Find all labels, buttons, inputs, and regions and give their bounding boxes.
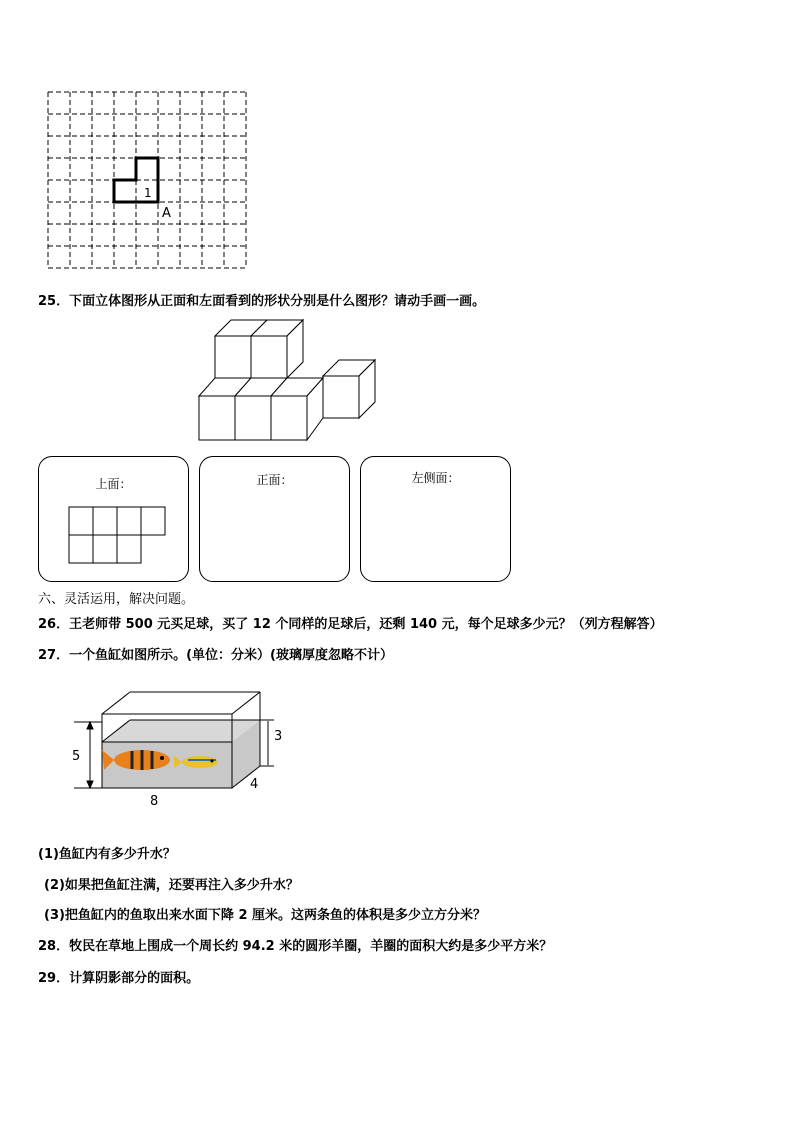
dim-width: 4 [250, 777, 259, 792]
left-view-box[interactable] [360, 456, 511, 582]
point-label: A [162, 206, 171, 221]
question-27-sub-1: (1)鱼缸内有多少升水？ [38, 847, 176, 862]
cell-label: 1 [144, 186, 152, 200]
grid-figure [40, 86, 255, 276]
left-view-label: 左侧面： [411, 471, 460, 485]
section-6-heading: 六、灵活运用，解决问题。 [38, 592, 195, 607]
question-27: 27．一个鱼缸如图所示。(单位：分米）(玻璃厚度忽略不计） [38, 648, 393, 663]
front-view-box[interactable] [199, 456, 350, 582]
question-25 [38, 290, 485, 309]
dim-water: 3 [274, 729, 283, 744]
top-view-drawing [67, 505, 169, 567]
question-25-text: 下面立体图形从正面和左面看到的形状分别是什么图形？请动手画一画。 [69, 294, 486, 309]
question-25-number: 25． [38, 294, 70, 309]
question-26: 26．王老师带 500 元买足球，买了 12 个同样的足球后，还剩 140 元，每个足球多少元？（列方程解答） [38, 617, 663, 632]
question-27-sub-2: (2)如果把鱼缸注满，还要再注入多少升水？ [44, 878, 299, 893]
front-view-label: 正面： [256, 473, 293, 487]
top-view-label: 上面： [95, 477, 132, 491]
cube-solid-figure [195, 316, 380, 446]
dim-length: 8 [150, 794, 159, 809]
question-29: 29．计算阴影部分的面积。 [38, 971, 200, 986]
top-view-box [38, 456, 189, 582]
question-28: 28．牧民在草地上围成一个周长约 94.2 米的圆形羊圈，羊圈的面积大约是多少平方米？ [38, 939, 553, 954]
dim-height: 5 [72, 749, 81, 764]
question-27-sub-3: (3)把鱼缸内的鱼取出来水面下降 2 厘米。这两条鱼的体积是多少立方分米？ [44, 908, 487, 923]
fish-tank-figure [62, 684, 292, 809]
